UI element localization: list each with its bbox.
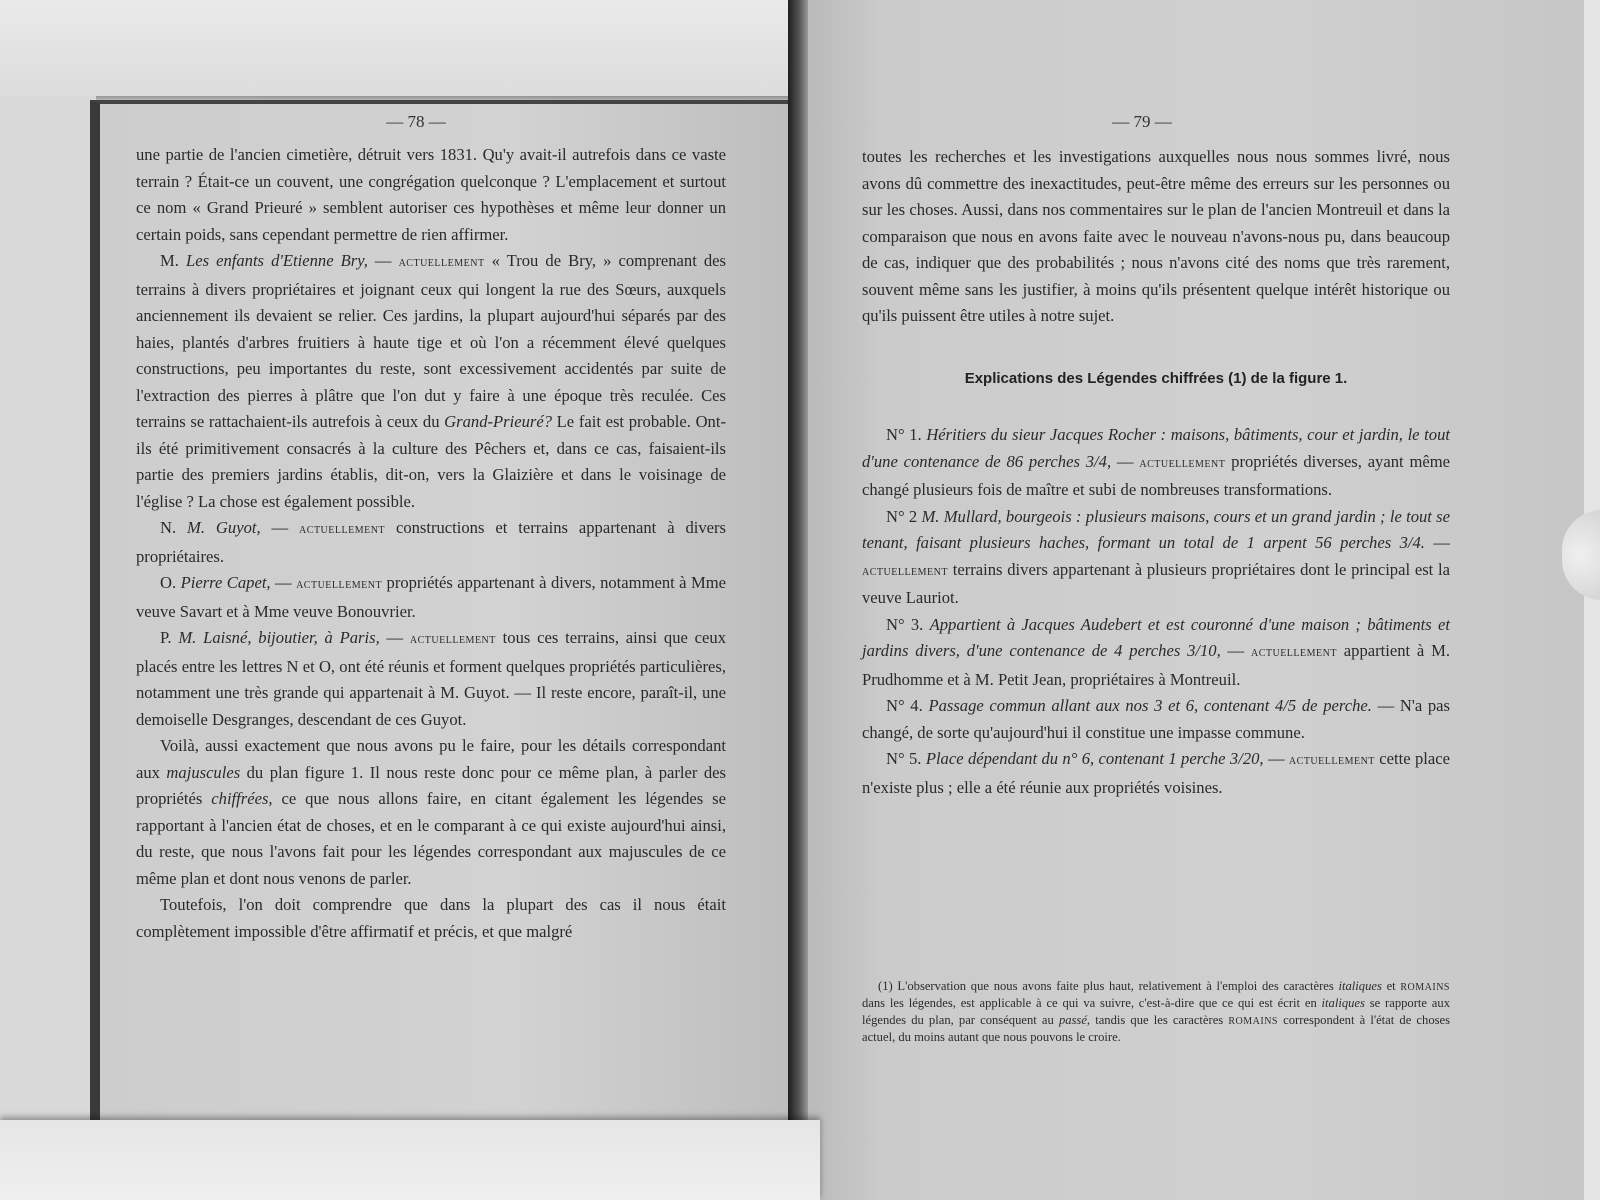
- text-run: N° 2: [886, 506, 922, 526]
- italic-text: M. Guyot,: [187, 518, 261, 537]
- book-gutter: [788, 0, 808, 1200]
- paragraph: [862, 504, 1450, 612]
- italic-text: Appartient à Jacques Audebert et est couronné d'une maison ; bâtiments et jardins divers, d'une contenance de 4 perches 3/10,: [862, 614, 1450, 660]
- small-caps-text: actuellement: [409, 632, 496, 647]
- paragraph: [862, 693, 1450, 746]
- italic-text: Pierre Capet,: [180, 573, 271, 592]
- left-page-text: [136, 142, 726, 945]
- text-run: constructions et terrains appartenant à divers propriétaires.: [136, 518, 727, 566]
- italic-text: majuscules: [166, 762, 241, 782]
- text-run: N.: [160, 518, 188, 537]
- text-run: tandis que les caractères: [1090, 1013, 1229, 1027]
- italic-text: italiques: [1321, 996, 1365, 1010]
- text-run: du plan figure 1. Il nous reste donc pour ce même plan, à parler des propriétés: [136, 762, 726, 808]
- text-run: N° 5.: [886, 749, 926, 768]
- italic-text: Les enfants d'Etienne Bry,: [185, 251, 368, 270]
- bottom-paper-sheet: [0, 1120, 820, 1200]
- text-run: une partie de l'ancien cimetière, détruit vers 1831. Qu'y avait-il autrefois dans ce vaste terrain ? Était-ce un couvent, une congrégation quelconque ? L'emplacement et surtout ce nom « Grand Prieuré » semblent autoriser ces hypothèses et même leur donner un certain poids, sans cependant permettre de rien affirmer.: [136, 145, 726, 244]
- text-run: « Trou de Bry, » comprenant des terrains à divers propriétaires et joignant ceux qui longent la rue des Sœurs, auxquels anciennement ils devaient se relier. Ces jardins, la plupart aujourd'hui séparés par des haies, plantés d'arbres fruitiers à haute tige et où l'on a récemment élevé quelques constructions, peu importantes du reste, sont excessivement accidentés par suite de l'extraction des pierres à plâtre que l'on dut y faire à une époque très reculée. Ces terrains se rattachaient-ils autrefois à ceux du: [136, 251, 726, 431]
- right-intro-text: [862, 144, 1450, 330]
- text-run: —: [1263, 749, 1289, 768]
- paragraph: [136, 625, 726, 733]
- italic-text: Passage commun allant aux nos 3 et 6, contenant 4/5 de perche.: [928, 696, 1372, 715]
- right-page-number: — 79 —: [1112, 112, 1172, 131]
- paragraph: [862, 144, 1450, 330]
- top-paper-sheet: [0, 0, 800, 96]
- paragraph: [136, 570, 726, 625]
- text-run: propriétés appartenant à divers, notamment à Mme veuve Savart et à Mme veuve Bonouvrier.: [136, 573, 727, 621]
- text-run: ce que nous allons faire, en citant également les légendes se rapportant à l'ancien état de choses, et en le comparant à ce qui existe aujourd'hui ainsi, du reste, que nous l'avons fait pour les légendes correspondant aux majuscules de ce même plan et dont nous venons de parler.: [136, 789, 727, 888]
- paragraph: [862, 612, 1450, 694]
- italic-text: M. Mullard, bourgeois : plusieurs maisons, cours et un grand jardin ; le tout se tenant, faisant plusieurs haches, formant un total de 1 arpent 56 perches 3/4.: [862, 506, 1450, 552]
- italic-text: Grand-Prieuré?: [444, 412, 552, 431]
- text-run: O.: [160, 573, 181, 592]
- text-run: —: [367, 251, 399, 270]
- italic-text: passé,: [1058, 1013, 1091, 1027]
- text-run: — N'a pas changé, de sorte qu'aujourd'hui il constitue une impasse commune.: [862, 696, 1451, 742]
- italic-text: chiffrées,: [211, 789, 273, 808]
- legend-entries: [862, 422, 1450, 801]
- text-run: N° 4.: [886, 696, 929, 715]
- text-run: (1) L'observation que nous avons faite plus haut, relativement à l'emploi des caractères: [878, 979, 1339, 993]
- right-page-edge: [1584, 0, 1600, 1200]
- small-caps-text: actuellement: [1288, 753, 1375, 768]
- text-run: et: [1381, 979, 1401, 993]
- text-run: dans les légendes, est applicable à ce qui va suivre, c'est-à-dire que ce qui est écrit en: [862, 996, 1322, 1010]
- small-caps-text: actuellement: [299, 522, 386, 537]
- text-run: tous ces terrains, ainsi que ceux placés entre les lettres N et O, ont été réunis et forment quelques propriétés particulières, notamment une très grande qui appartenait à M. Guyot. — Il reste encore, paraît-il, une demoiselle Desgranges, descendant de ces Guyot.: [136, 628, 726, 729]
- text-run: Le fait est probable. Ont-ils été primitivement consacrés à la culture des Pêchers et, dans ce cas, faisaient-ils partie des premiers jardins établis, dit-on, vers la Glaizière et dans le voisinage de l'église ? La chose est également possible.: [136, 412, 726, 511]
- small-caps-text: actuellement: [862, 563, 948, 579]
- text-run: —: [1111, 451, 1140, 471]
- text-run: —: [1220, 641, 1251, 660]
- paragraph: [136, 248, 726, 515]
- text-run: P.: [160, 628, 179, 647]
- italic-text: Place dépendant du n° 6, contenant 1 perche 3/20,: [925, 749, 1264, 768]
- text-run: —: [260, 518, 300, 537]
- small-caps-text: romains: [1228, 1013, 1278, 1028]
- text-run: —: [1424, 533, 1451, 552]
- left-page-number: — 78 —: [386, 112, 446, 131]
- paragraph: [862, 746, 1450, 801]
- small-caps-text: actuellement: [398, 255, 485, 270]
- paragraph: [136, 892, 726, 945]
- italic-text: Héritiers du sieur Jacques Rocher : maisons, bâtiments, cour et jardin, le tout d'une contenance de 86 perches 3/4,: [862, 425, 1450, 471]
- text-run: terrains divers appartenant à plusieurs propriétaires dont le principal est la veuve Lauriot.: [862, 559, 1450, 607]
- text-run: se rapporte aux légendes du plan, par conséquent au: [862, 996, 1450, 1027]
- text-run: N° 3.: [886, 614, 930, 634]
- text-run: cette place n'existe plus ; elle a été réunie aux propriétés voisines.: [862, 749, 1450, 797]
- paragraph: [862, 422, 1450, 504]
- paragraph: [136, 733, 726, 892]
- text-run: M.: [160, 251, 186, 270]
- paragraph: [136, 515, 726, 570]
- text-run: Toutefois, l'on doit comprendre que dans la plupart des cas il nous était complètement impossible d'être affirmatif et précis, et que malgré: [136, 895, 726, 941]
- small-caps-text: actuellement: [1250, 645, 1337, 660]
- text-run: N° 1.: [886, 425, 927, 444]
- text-run: appartient à M. Prudhomme et à M. Petit Jean, propriétaires à Montreuil.: [862, 641, 1451, 689]
- paragraph: [136, 142, 726, 248]
- text-run: Voilà, aussi exactement que nous avons pu le faire, pour les détails correspondant aux: [136, 736, 726, 782]
- italic-text: M. Laisné, bijoutier, à Paris,: [178, 628, 380, 647]
- text-run: toutes les recherches et les investigations auxquelles nous nous sommes livré, nous avons dû commettre des inexactitudes, peut-être même des erreurs sur les personnes ou sur les choses. Aussi, dans nos commentaires sur le plan de l'ancien Montreuil et dans la comparaison que nous en avons faite avec le nouveau n'avons-nous pu, dans beaucoup de cas, indiquer que des probabilités ; nous n'avons cité des noms que très rarement, souvent même sans les justifier, à moins qu'ils présentent quelque intérêt historique ou qu'ils puissent être utiles à notre sujet.: [862, 147, 1450, 325]
- small-caps-text: actuellement: [1139, 455, 1226, 471]
- section-heading: Explications des Légendes chiffrées (1) de la figure 1.: [964, 369, 1348, 387]
- small-caps-text: romains: [1400, 979, 1450, 994]
- text-run: propriétés diverses, ayant même changé plusieurs fois de maître et subi de nombreuses transformations.: [862, 451, 1451, 499]
- right-page-text: [862, 144, 1450, 801]
- text-run: —: [379, 628, 410, 647]
- small-caps-text: actuellement: [296, 577, 383, 592]
- italic-text: italiques: [1338, 979, 1382, 993]
- left-margin-strip: [0, 96, 96, 1120]
- text-run: —: [270, 573, 297, 592]
- text-run: correspondent à l'état de choses actuel, du moins autant que nous pouvons le croire.: [862, 1013, 1451, 1044]
- footnote: [862, 978, 1450, 1046]
